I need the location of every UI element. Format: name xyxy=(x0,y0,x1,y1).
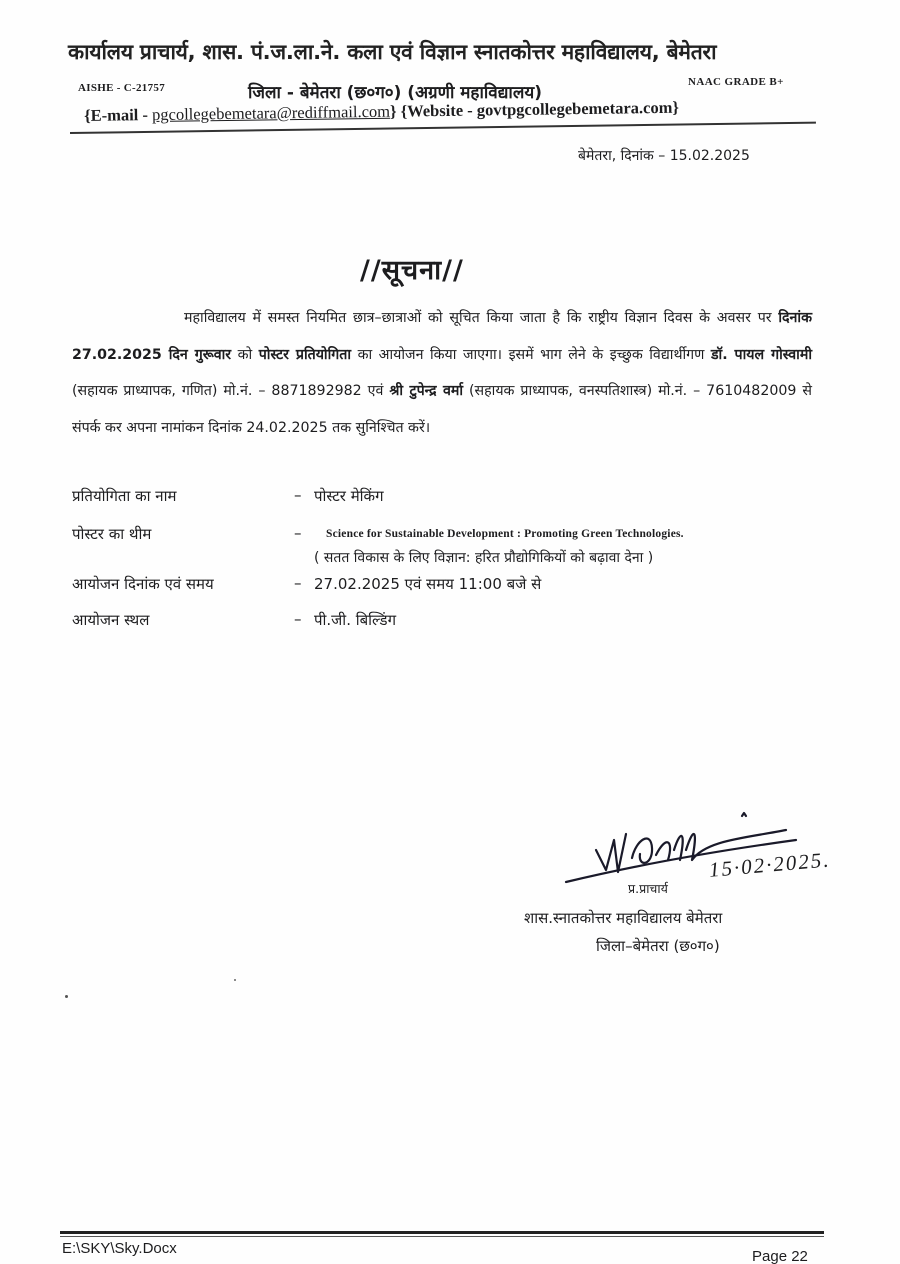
body-text: महाविद्यालय में समस्त नियमित छात्र–छात्राओं को सूचित किया जाता है कि राष्ट्रीय विज्ञान दिवस के अवसर पर xyxy=(184,310,779,326)
footer-divider xyxy=(60,1231,824,1234)
detail-dash: – xyxy=(294,610,302,628)
footer-file-path: E:\SKY\Sky.Docx xyxy=(62,1240,177,1257)
signatory-designation: प्र.प्राचार्य xyxy=(628,881,668,896)
detail-label-competition: प्रतियोगिता का नाम xyxy=(72,487,177,505)
speck xyxy=(234,979,236,981)
signature-date: 15·02·2025. xyxy=(708,847,832,882)
detail-dash: – xyxy=(294,574,302,592)
detail-label-theme: पोस्टर का थीम xyxy=(72,525,152,543)
footer-divider-thin xyxy=(60,1236,824,1237)
detail-value-competition: पोस्टर मेकिंग xyxy=(314,487,384,505)
body-text: को xyxy=(231,346,259,363)
body-text: (सहायक प्राध्यापक, गणित) मो.नं. – 8871892982 एवं xyxy=(72,383,390,399)
detail-label-datetime: आयोजन दिनांक एवं समय xyxy=(72,575,214,593)
issue-date: बेमेतरा, दिनांक – 15.02.2025 xyxy=(578,148,750,164)
event-name: पोस्टर प्रतियोगिता xyxy=(258,346,352,363)
notice-heading: //सूचना// xyxy=(360,255,464,286)
detail-label-venue: आयोजन स्थल xyxy=(72,611,150,629)
detail-value-venue: पी.जी. बिल्डिंग xyxy=(314,611,397,629)
naac-grade: NAAC GRADE B+ xyxy=(688,76,784,88)
website-text: } {Website - govtpgcollegebemetara.com} xyxy=(389,97,680,121)
event-date: दिनांक 27.02.2025 दिन गुरूवार xyxy=(72,310,812,363)
detail-dash: – xyxy=(294,486,302,504)
contact-person-2: श्री टुपेन्द्र वर्मा xyxy=(389,383,464,399)
detail-value-theme-en: Science for Sustainable Development : Promoting Green Technologies. xyxy=(326,528,684,540)
notice-body xyxy=(72,300,812,446)
signatory-district: जिला–बेमेतरा (छ०ग०) xyxy=(596,937,720,955)
letterhead-title: कार्यालय प्राचार्य, शास. पं.ज.ला.ने. कला एवं विज्ञान स्नातकोत्तर महाविद्यालय, बेमेतरा xyxy=(68,40,717,64)
contact-person-1: डॉ. पायल गोस्वामी xyxy=(710,346,812,363)
detail-value-datetime: 27.02.2025 एवं समय 11:00 बजे से xyxy=(314,575,542,593)
letterhead-contact xyxy=(84,98,679,126)
body-text: (सहायक प्राध्यापक, वनस्पतिशास्त्र) मो.नं. – 7610482009 से संपर्क कर अपना नामांकन दिनांक 24.02.2025 तक सुनिश्चित करें। xyxy=(72,383,812,436)
email-label: {E-mail - xyxy=(84,105,153,125)
aishe-code: AISHE - C-21757 xyxy=(78,82,166,94)
footer-page-number: Page 22 xyxy=(752,1248,808,1264)
speck xyxy=(65,995,68,998)
signatory-institution: शास.स्नातकोत्तर महाविद्यालय बेमेतरा xyxy=(524,909,723,927)
detail-dash: – xyxy=(294,524,302,542)
detail-value-theme-hi: ( सतत विकास के लिए विज्ञान: हरित प्रौद्योगिकियों को बढ़ावा देना ) xyxy=(314,550,654,566)
email-link[interactable]: pgcollegebemetara@rediffmail.com xyxy=(151,101,391,125)
body-text: का आयोजन किया जाएगा। इसमें भाग लेने के इच्छुक विद्यार्थीगण xyxy=(351,346,711,363)
letterhead-district: जिला - बेमेतरा (छ०ग०) (अग्रणी महाविद्यालय) xyxy=(248,83,542,103)
